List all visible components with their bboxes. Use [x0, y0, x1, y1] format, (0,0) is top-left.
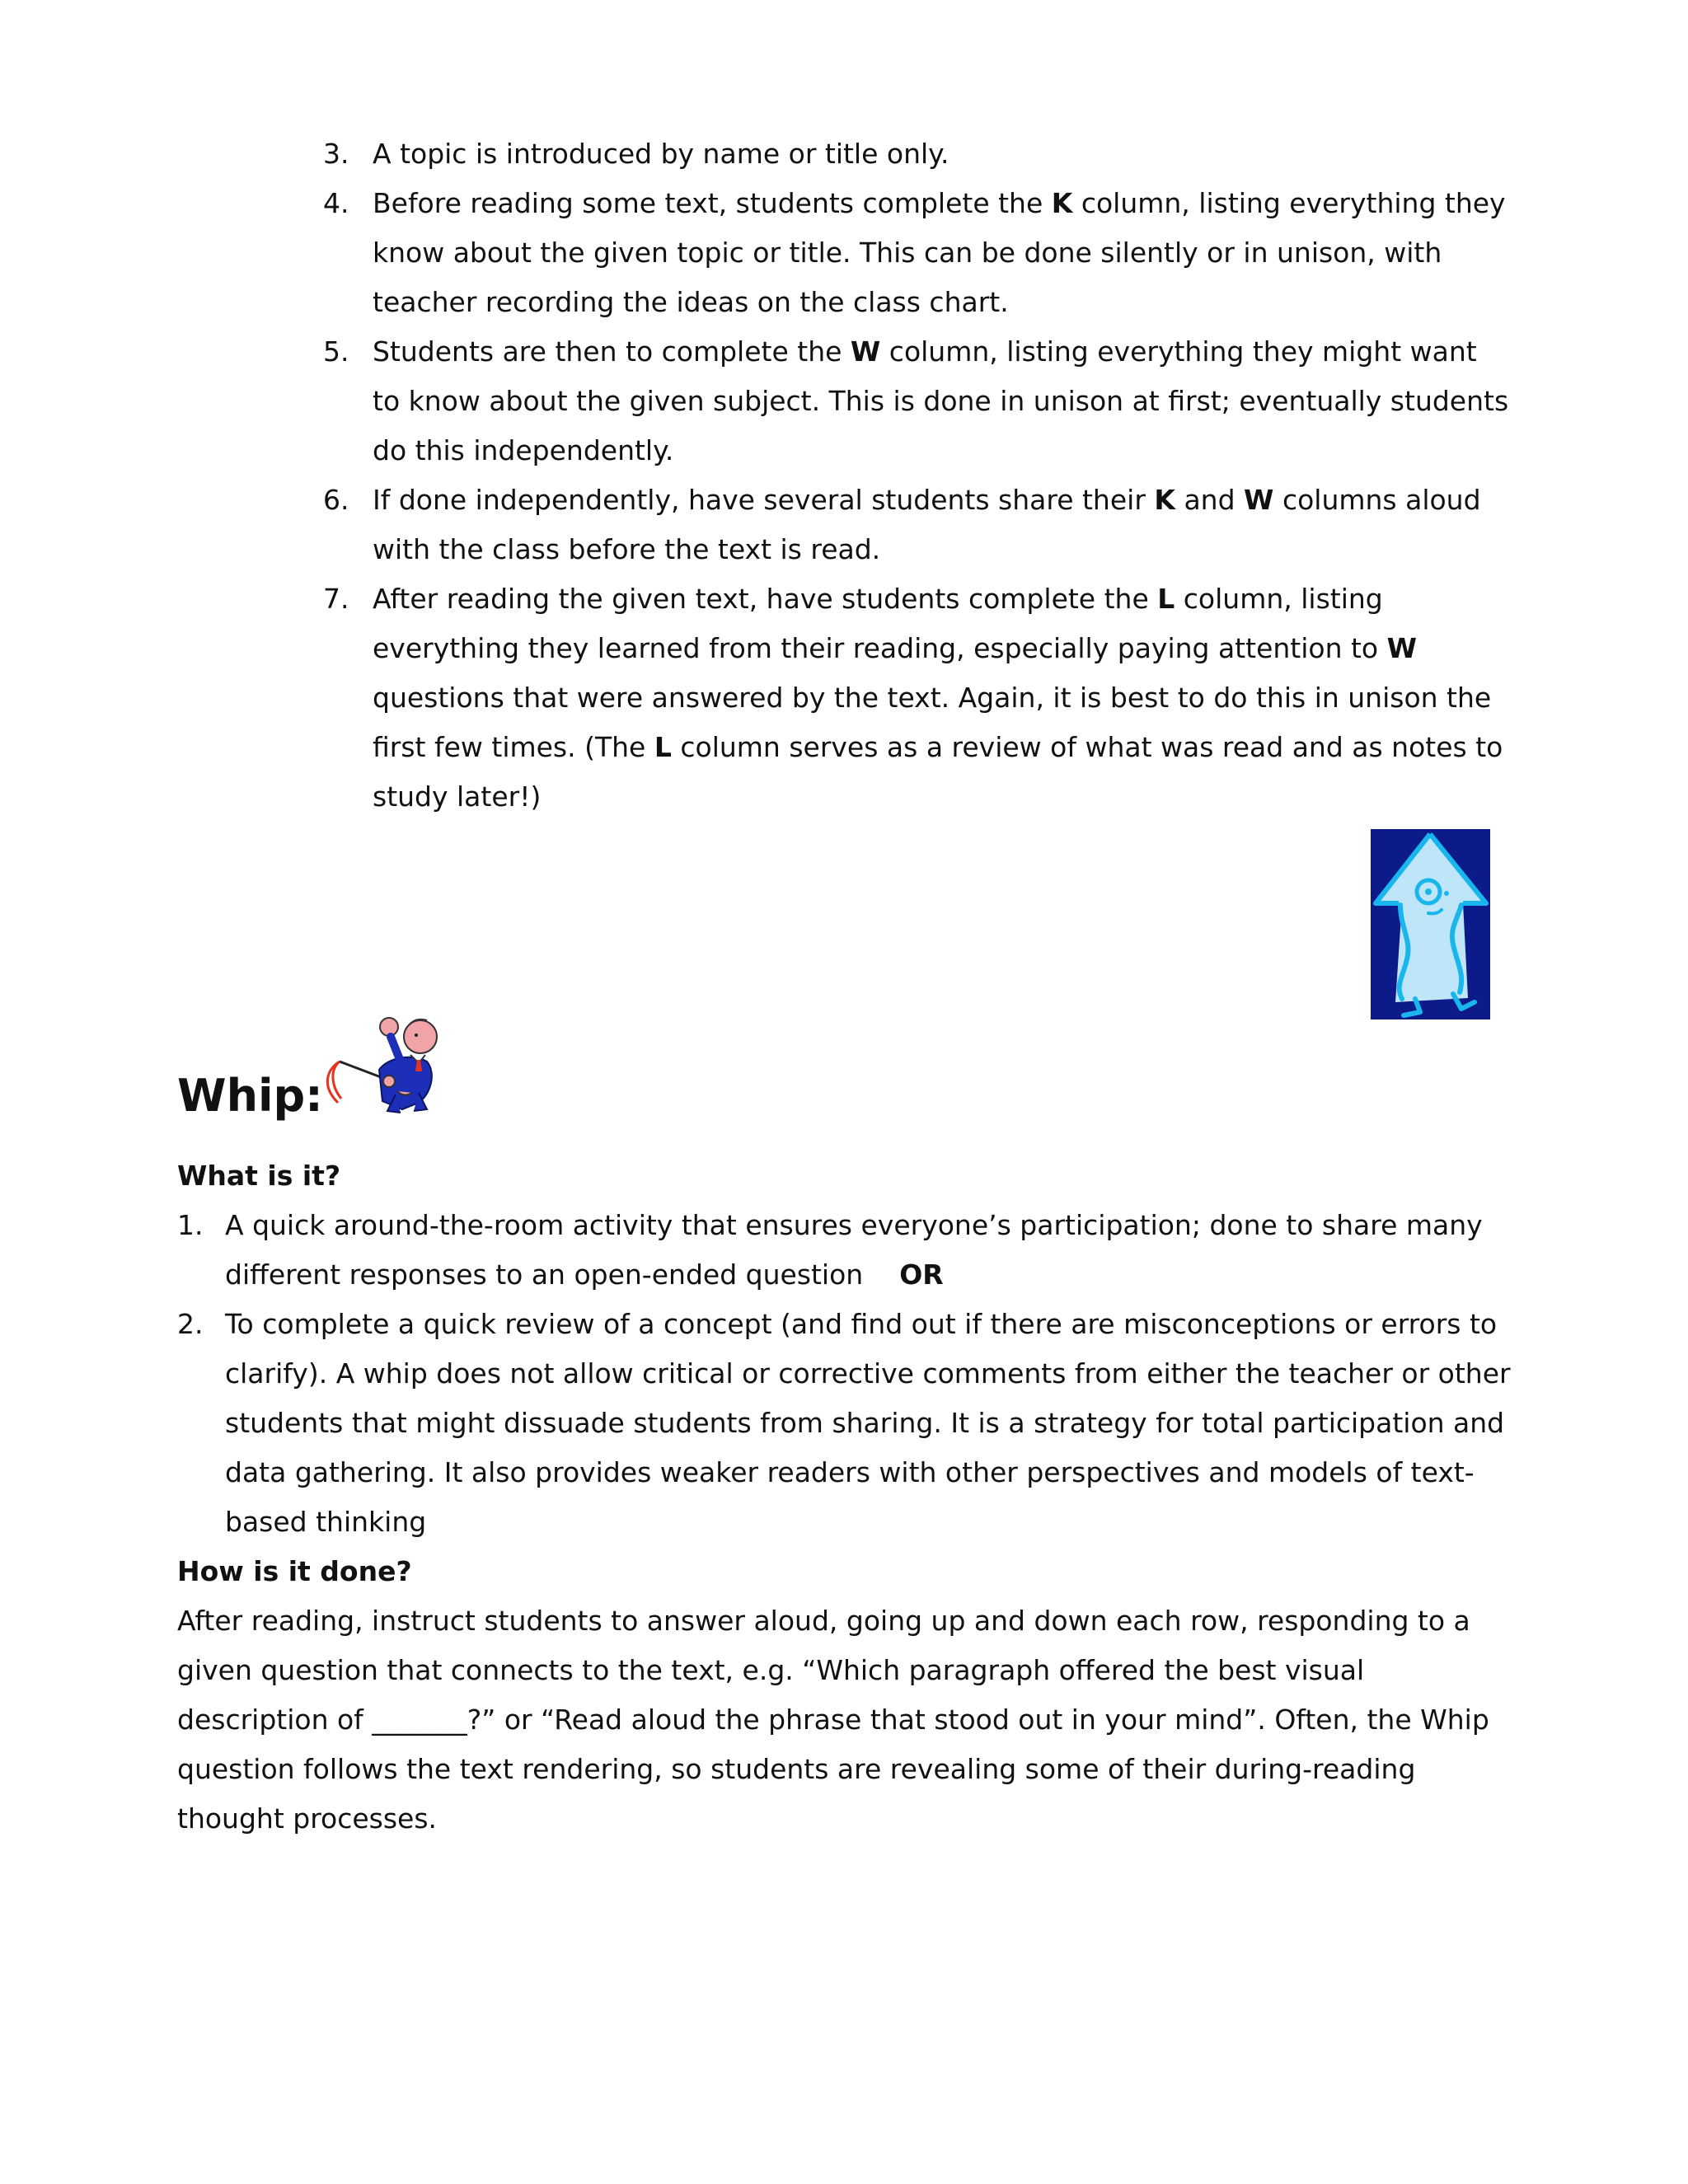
- or-label: OR: [899, 1258, 944, 1291]
- list-item-text: column serves as a review of what was read and as notes to study later!): [373, 731, 1503, 813]
- bold-letter: W: [850, 335, 881, 368]
- list-item-number: 2.: [177, 1308, 204, 1340]
- list-item-text: columns aloud with the class before the text is read.: [373, 484, 1481, 565]
- kwl-steps-list: [323, 129, 1510, 822]
- list-item: [177, 1300, 1512, 1547]
- list-item: [177, 1201, 1512, 1300]
- list-item: [323, 179, 1510, 327]
- whip-section: [177, 1151, 1512, 1844]
- list-item-number: 1.: [177, 1209, 204, 1241]
- list-item-number: 4.: [323, 187, 349, 219]
- list-item: [323, 129, 1510, 179]
- list-item: [323, 476, 1510, 574]
- list-item-text: column, listing everything they know about the given topic or title. This can be done silently or in unison, with teacher recording the ideas on the class chart.: [373, 187, 1506, 318]
- list-item-text: questions that were answered by the text. Again, it is best to do this in unison the first few times. (The: [373, 682, 1492, 763]
- list-item-text: A quick around-the-room activity that ensures everyone’s participation; done to share many different responses to an open-ended question: [225, 1209, 1483, 1291]
- what-heading: What is it?: [177, 1160, 341, 1192]
- list-item-number: 6.: [323, 484, 349, 516]
- what-list: [177, 1201, 1512, 1547]
- list-item-text: If done independently, have several students share their: [373, 484, 1155, 516]
- list-item-text: Before reading some text, students complete the: [373, 187, 1052, 219]
- list-item-number: 5.: [323, 335, 349, 368]
- how-paragraph: After reading, instruct students to answer aloud, going up and down each row, responding to a given question that connects to the text, e.g. “Which paragraph offered the best visual description of _______?” or “Read aloud the phrase that stood out in your mind”. Often, the Whip question follows the text rendering, so students are revealing some of their during-reading thought processes.: [177, 1605, 1489, 1835]
- whip-man-icon: [321, 1012, 453, 1115]
- list-item-number: 3.: [323, 138, 349, 170]
- list-item: [323, 327, 1510, 476]
- list-item-text: and: [1175, 484, 1245, 516]
- list-item-text: A topic is introduced by name or title only.: [373, 138, 950, 170]
- list-item-number: 7.: [323, 583, 349, 615]
- list-item-text: After reading the given text, have students complete the: [373, 583, 1158, 615]
- list-item-text: To complete a quick review of a concept (and find out if there are misconceptions or errors to clarify). A whip does not allow critical or corrective comments from either the teacher or other students that might dissuade students from sharing. It is a strategy for total participation and data gathering. It also provides weaker readers with other perspectives and models of text-based thinking: [225, 1308, 1511, 1538]
- bold-letter: L: [654, 731, 672, 763]
- bold-letter: W: [1386, 632, 1418, 664]
- bold-letter: K: [1154, 484, 1175, 516]
- arrow-character-icon: [1371, 829, 1490, 1019]
- bold-letter: W: [1244, 484, 1274, 516]
- bold-letter: K: [1051, 187, 1073, 219]
- how-heading: How is it done?: [177, 1555, 412, 1587]
- list-item-text: column, listing everything they might want to know about the given subject. This is done in unison at first; eventually students do this independently.: [373, 335, 1509, 466]
- bold-letter: L: [1157, 583, 1175, 615]
- list-item: [323, 574, 1510, 822]
- list-item-text: Students are then to complete the: [373, 335, 851, 368]
- section-title: Whip:: [177, 1070, 323, 1122]
- list-item-text: column, listing everything they learned from their reading, especially paying attention to: [373, 583, 1387, 664]
